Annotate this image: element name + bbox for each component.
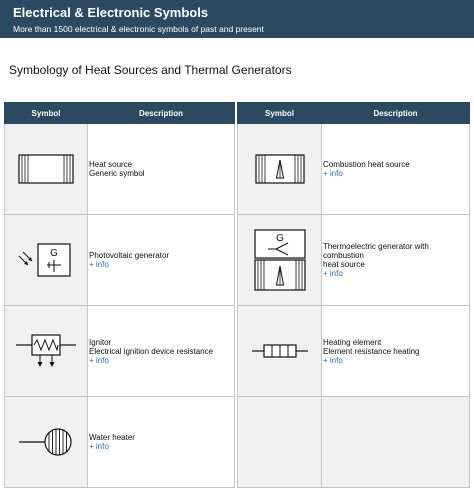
- empty-symbol-cell: [238, 397, 322, 488]
- description-line: Heating element: [323, 337, 382, 347]
- description-cell: [322, 306, 470, 397]
- table-row: [238, 124, 470, 215]
- symbol-cell: [238, 215, 322, 306]
- description-line: Generic symbol: [89, 169, 145, 178]
- table-header-row: [238, 103, 470, 124]
- description-line: heat source: [323, 260, 365, 269]
- symbol-cell: [238, 306, 322, 397]
- description-line: Heat source: [89, 160, 133, 169]
- column-header-symbol: Symbol: [5, 103, 88, 124]
- symbols-table-left: [4, 102, 235, 488]
- info-link[interactable]: + info: [89, 442, 109, 451]
- description-cell: [88, 306, 235, 397]
- description-cell: [88, 397, 235, 488]
- column-header-symbol: Symbol: [238, 103, 322, 124]
- combustion-heat-source-icon: [255, 154, 305, 184]
- symbol-cell: [238, 124, 322, 215]
- info-link[interactable]: + info: [323, 169, 343, 178]
- site-subtitle: More than 1500 electrical & electronic symbols of past and present: [13, 24, 264, 34]
- description-line: Electrical ignition device resistance: [89, 346, 214, 356]
- description-line: Thermoelectric generator with combustion: [323, 242, 429, 260]
- description-cell: [322, 124, 470, 215]
- symbol-cell: [5, 397, 88, 488]
- description-cell: [322, 215, 470, 306]
- site-title[interactable]: Electrical & Electronic Symbols: [13, 5, 209, 20]
- description-cell: [88, 215, 235, 306]
- table-row: [5, 397, 235, 488]
- info-link[interactable]: + info: [89, 355, 109, 365]
- site-header: [0, 0, 474, 38]
- description-line: Ignitor: [89, 337, 112, 347]
- empty-description-cell: [322, 397, 470, 488]
- info-link[interactable]: + info: [323, 355, 343, 365]
- description-cell: [88, 124, 235, 215]
- table-row: [238, 306, 470, 397]
- column-header-description: Description: [322, 103, 470, 124]
- table-header-row: [5, 103, 235, 124]
- table-row: [238, 215, 470, 306]
- info-link[interactable]: + info: [323, 269, 343, 278]
- table-row: [5, 306, 235, 397]
- description-line: Element resistance heating: [323, 346, 420, 356]
- photovoltaic-generator-icon: [16, 242, 76, 278]
- symbols-table-right: [237, 102, 470, 488]
- info-link[interactable]: + info: [89, 260, 109, 269]
- column-header-description: Description: [88, 103, 235, 124]
- description-line: Combustion heat source: [323, 160, 410, 169]
- table-row: [238, 397, 470, 488]
- page-title: Symbology of Heat Sources and Thermal Generators: [9, 63, 292, 77]
- table-row: [5, 215, 235, 306]
- symbol-cell: [5, 124, 88, 215]
- water-heater-icon: [17, 427, 75, 457]
- description-line: Photovoltaic generator: [89, 251, 170, 260]
- ignitor-icon: [14, 333, 78, 369]
- symbol-cell: [5, 306, 88, 397]
- table-row: [5, 124, 235, 215]
- symbol-glyph: G: [275, 233, 284, 244]
- heat-source-icon: [18, 154, 74, 184]
- heating-element-icon: [250, 343, 310, 359]
- symbol-glyph: G: [50, 248, 58, 259]
- description-line: Water heater: [89, 433, 135, 442]
- symbol-cell: [5, 215, 88, 306]
- thermoelectric-generator-icon: [254, 229, 306, 291]
